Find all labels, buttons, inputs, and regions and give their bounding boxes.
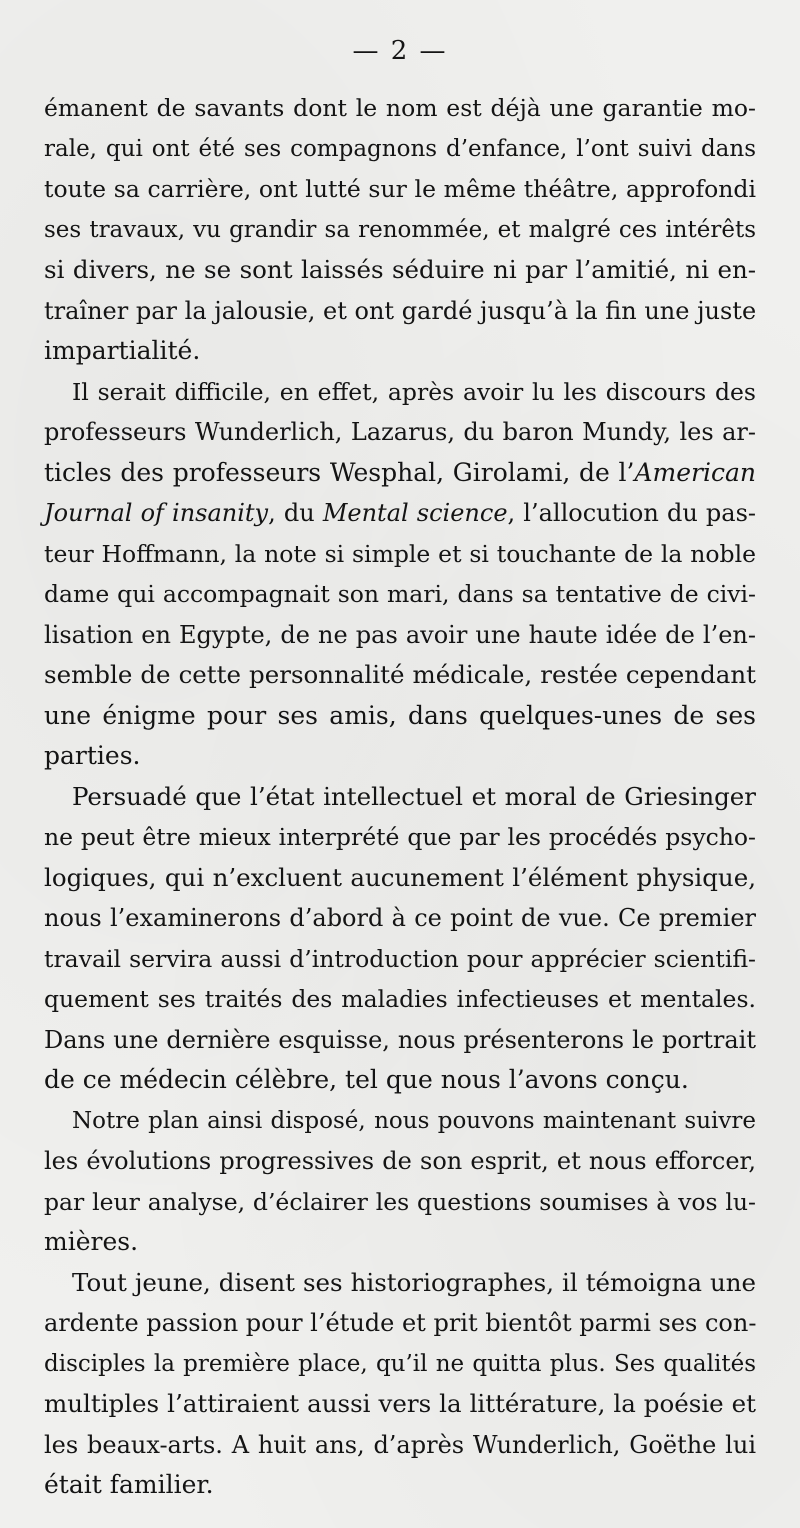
text-line: multiples l’attiraient aussi vers la littérature, la poésie et [44, 1389, 756, 1418]
italic-title: Journal of insanity [44, 499, 269, 527]
text-line: si divers, ne se sont laissés séduire ni par l’amitié, ni en- [44, 255, 756, 284]
text-line: les beaux-arts. A huit ans, d’après Wunderlich, Goëthe lui [44, 1430, 756, 1459]
text-line: toute sa carrière, ont lutté sur le même théâtre, approfondi [44, 175, 756, 203]
text-line: ne peut être mieux interprété que par les procédés psycho- [44, 823, 756, 851]
text-line: Notre plan ainsi disposé, nous pouvons maintenant suivre [72, 1107, 756, 1134]
text-line: Persuadé que l’état intellectuel et moral de Griesinger [72, 781, 756, 811]
text-line: semble de cette personnalité médicale, restée cependant [44, 660, 756, 689]
text-segment: teur Hoffmann, [44, 539, 235, 568]
text-segment: , l’allocution du pas- [507, 499, 756, 527]
text-line: nous l’examinerons d’abord à ce point de vue. Ce premier [44, 904, 756, 932]
italic-title: Mental science [322, 499, 508, 527]
paragraph-1 [44, 88, 756, 372]
text-line [44, 493, 756, 534]
text-line: par leur analyse, d’éclairer les questions soumises à vos lu- [44, 1187, 756, 1216]
text-line: lisation en Egypte, de ne pas avoir une haute idée de l’en- [44, 620, 756, 649]
text-line [44, 453, 756, 494]
text-line: quement ses traités des maladies infectieuses et mentales. [44, 985, 756, 1013]
text-segment: la note si simple et si touchante de la noble [234, 539, 757, 568]
text-line: une énigme pour ses amis, dans quelques-unes de ses [44, 700, 756, 730]
text-line: logiques, qui n’excluent aucunement l’élément physique, [44, 862, 756, 892]
text-line: de ce médecin célèbre, tel que nous l’avons conçu. [44, 1065, 689, 1094]
paragraph-3 [44, 777, 756, 1101]
text-line: disciples la première place, qu’il ne quitta plus. Ses qualités [44, 1350, 756, 1377]
paragraph-2 [44, 372, 756, 777]
text-line: les évolutions progressives de son esprit, et nous efforcer, [44, 1147, 756, 1175]
text-line: était familier. [44, 1470, 214, 1499]
text-line: traîner par la jalousie, et ont gardé jusqu’à la fin une juste [44, 296, 757, 325]
paragraph-4 [44, 1101, 756, 1263]
paragraph-5 [44, 1263, 756, 1506]
text-segment: , du [268, 499, 323, 527]
text-line: Tout jeune, disent ses historiographes, il témoigna une [72, 1267, 756, 1297]
text-line: Il serait difficile, en effet, après avoir lu les discours des [72, 377, 756, 406]
text-line: travail servira aussi d’introduction pour apprécier scientifi- [44, 944, 756, 973]
body-text [44, 88, 756, 1506]
page-number: — 2 — [352, 36, 448, 66]
text-line: professeurs Wunderlich, Lazarus, du baron Mundy, les ar- [44, 418, 756, 446]
text-line [44, 534, 756, 575]
text-line: émanent de savants dont le nom est déjà une garantie mo- [44, 94, 756, 122]
text-line: Dans une dernière esquisse, nous présenterons le portrait [44, 1025, 756, 1054]
text-segment: ticles des professeurs Wesphal, Girolami, de l’ [44, 457, 635, 487]
text-line: impartialité. [44, 336, 201, 365]
italic-title: American [634, 457, 756, 487]
text-line: ardente passion pour l’étude et prit bientôt parmi ses con- [44, 1309, 757, 1337]
text-line: dame qui accompagnait son mari, dans sa tentative de civi- [44, 580, 756, 608]
text-line: ses travaux, vu grandir sa renommée, et malgré ces intérêts [44, 216, 756, 243]
text-line: parties. [44, 741, 141, 770]
text-line: mières. [44, 1227, 139, 1256]
text-line: rale, qui ont été ses compagnons d’enfance, l’ont suivi dans [44, 135, 756, 162]
